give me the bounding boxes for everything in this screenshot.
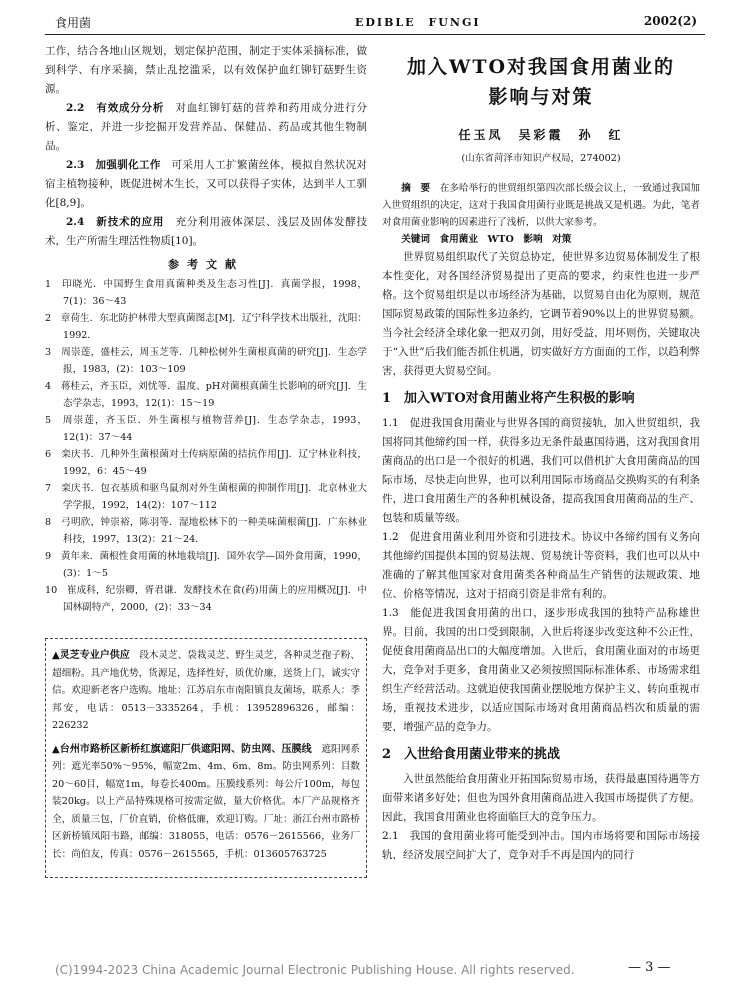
section-2-2: 2.2 有效成分分析 对血红铆钉菇的营养和药用成分进行分析、鉴定，并进一步挖掘开发营养品、保健品、药品或其他生物制品。 <box>45 102 368 152</box>
section-heading-1: 1 加入WTO对食用菌业将产生积极的影响 <box>382 391 635 406</box>
reference-item: 10 崔成科，纪崇卿，胥君谦．发酵技术在食(药)用菌上的应用概况[J]．中国林副特产，2000，(2)：33～34 <box>45 585 367 613</box>
continued-paragraph: 工作，结合各地山区规划，划定保护范围，制定于实体采摘标准，做到科学、有序采摘，禁止乱挖滥采，以有效保护血红铆钉菇野生资源。 <box>45 45 367 95</box>
left-column <box>45 42 367 878</box>
reference-item: 1 印晓光．中国野生食用真菌种类及生态习性[J]．真菌学报，1998，7(1)：36～43 <box>45 279 367 307</box>
reference-item: 2 章荷生．东北防护林带大型真菌图志[M]．辽宁科学技术出版社，沈阳：1992． <box>45 313 367 341</box>
reference-item: 8 弓明欣，钟崇裕，陈羽等．湿地松林下的一种美味菌根菌[J]．广东林业科技，1997，13(2)：21～24． <box>45 517 367 545</box>
journal-name-en: EDIBLE FUNGI <box>355 16 481 29</box>
section-2-1: 2.1 我国的食用菌业将可能受到冲击。国内市场将要和国际市场接轨，经济发展空间扩大了，竞争对手不再是国内的同行 <box>382 830 700 861</box>
intro-paragraph: 世界贸易组织取代了关贸总协定，使世界多边贸易体制发生了根本性变化，对各国经济贸易提出了更高的要求，约束性也进一步严格。这个贸易组织是以市场经济为基础，以贸易自由化为原则，规范国际贸易政策的国际性多边条约，它调节着90%以上的世界贸易额。当今社会经济全球化象一把双刃剑，用好受益，用坏则伤，关键取决于“入世”后我们能否抓住机遇，切实做好方方面面的工作，以趋利弊害，获得更大贸易空间。 <box>382 251 700 377</box>
right-column <box>382 42 700 865</box>
references-heading: 参考文献 <box>168 258 244 271</box>
reference-item: 3 周崇莲，盛桂云，周玉芝等．几种松树外生菌根真菌的研究[J]．生态学报，1983，(2)：103～109 <box>45 347 367 375</box>
reference-list <box>45 276 367 616</box>
reference-item: 4 蒋桂云，齐玉臣，刘忧等．温度、pH对菌根真菌生长影响的研究[J]．生态学杂志，1993，12(1)：15～19 <box>45 381 367 409</box>
copyright-footer: (C)1994-2023 China Academic Journal Electronic Publishing House. All rights reserved. <box>55 963 575 977</box>
advertisement-box <box>45 638 367 878</box>
article-title: 加入WTO对我国食用菌业的 影响与对策 <box>406 56 676 108</box>
ad-lingzhi: ▲灵芝专业户供应 段木灵芝、袋栽灵芝、野生灵芝，各种灵芝孢子粉、超细粉。具产地优势，货源足，选择性好，质优价廉，送货上门，诚实守信。欢迎新老客户选购。地址：江苏启东市南阳镇良友菌场，联系人：季邦安，电话：0513－3335264，手机：13952896326，邮编：226232 <box>52 650 361 731</box>
section-2-intro: 入世虽然能给食用菌业开拓国际贸易市场，获得最惠国待遇等方面带来诸多好处；但也为国外食用菌商品进入我国市场提供了方便。因此，我国食用菌业也将面临巨大的竞争压力。 <box>382 773 700 823</box>
affiliation: (山东省菏泽市知识产权局，274002) <box>461 153 621 164</box>
reference-item: 7 栾庆书．包衣基质和驱鸟鼠剂对外生菌根菌的抑制作用[J]．北京林业大学学报，1992，14(2)：107～112 <box>45 483 367 511</box>
abstract: 摘 要 在多哈举行的世贸组织第四次部长级会议上，一致通过我国加入世贸组织的决定，这对于我国食用菌行业既是挑战又是机遇。为此，笔者对食用菌业影响的因素进行了浅析，以供大家参考。 <box>382 183 700 228</box>
reference-item: 6 栾庆书．几种外生菌根菌对土传病原菌的拮抗作用[J]．辽宁林业科技，1992，6：45～49 <box>45 449 367 477</box>
journal-name-cn: 食用菌 <box>55 16 92 30</box>
reference-item: 9 黄年来．菌根性食用菌的林地栽培[J]．国外农学—国外食用菌，1990，(3)：1～5 <box>45 551 367 579</box>
issue-number: 2002(2) <box>643 14 697 28</box>
section-1-2: 1.2 促进食用菌业利用外资和引进技术。协议中各缔约国有义务向其他缔约国提供本国的贸易法规、贸易统计等资料，我们也可以从中准确的了解其他国家对食用菌类各种商品生产销售的法规政策、地位、价格等情况，这对于招商引资是非常有利的。 <box>382 531 700 600</box>
section-1-1: 1.1 促进我国食用菌业与世界各国的商贸接轨，加入世贸组织，我国将同其他缔约国一样，获得多边无条件最惠国待遇，这对我国食用菌商品的出口是一个很好的机遇，我们可以借机扩大食用菌商品的国际市场，尽快走向世界，也可以利用国际市场商品交换购买的有利条件，进口食用菌生产的各种机械设备，提高我国食用菌商品的生产、包装和质量等级。 <box>382 417 700 524</box>
section-heading-2: 2 入世给食用菌业带来的挑战 <box>382 747 561 762</box>
ad-shade-net: ▲台州市路桥区新桥红旗遮阳厂供遮阳网、防虫网、压膜线 遮阳网系列：遮光率50%～95%，幅宽2m、4m、6m、8m。防虫网系列：目数20～60目，幅宽1m，每卷长400m。压膜线系列：每公斤100m，每包装20kg。以上产品特殊规格可按需定做，量大价格优。本厂产品规格齐全，质量三包，厂价直销，价格低廉，欢迎订购。厂址：浙江台州市路桥区新桥镇凤阳韦路，邮编：318055，电话：0576－2615566，业务厂长：尚伯友，传真：0576－2615565，手机：013605763725 <box>52 743 360 860</box>
section-2-4: 2.4 新技术的应用 充分利用液体深层、浅层及固体发酵技术，生产所需生理活性物质[10]。 <box>45 216 368 247</box>
reference-item: 5 周崇莲，齐玉臣．外生菌根与植物营养[J]．生态学杂志，1993，12(1)：37～44 <box>45 415 367 443</box>
authors: 任玉凤 吴彩霞 孙 红 <box>458 128 624 142</box>
running-header <box>45 6 705 35</box>
page-number: — 3 — <box>628 960 671 975</box>
keywords: 关键词 食用菌业 WTO 影响 对策 <box>401 234 572 245</box>
section-2-3: 2.3 加强驯化工作 可采用人工扩繁菌丝体，模拟自然状况对宿主植物接种，既促进树木生长，又可以获得子实体，达到半人工驯化[8,9]。 <box>45 159 367 209</box>
section-1-3: 1.3 能促进我国食用菌的出口，逐步形成我国的独特产品称雄世界。目前，我国的出口受到限制，入世后将逐步改变这种不公正性，促使食用菌商品出口的大幅度增加。入世后，食用菌业面对的市场更大，竞争对手更多，食用菌业又必须按照国际标准体系、市场需求组织生产经营活动。这就迫使我国菌业摆脱地方保护主义、转向重视市场，重视技术进步，以适应国际市场对食用菌商品档次和质量的需要，增强产品的竞争力。 <box>382 607 700 733</box>
